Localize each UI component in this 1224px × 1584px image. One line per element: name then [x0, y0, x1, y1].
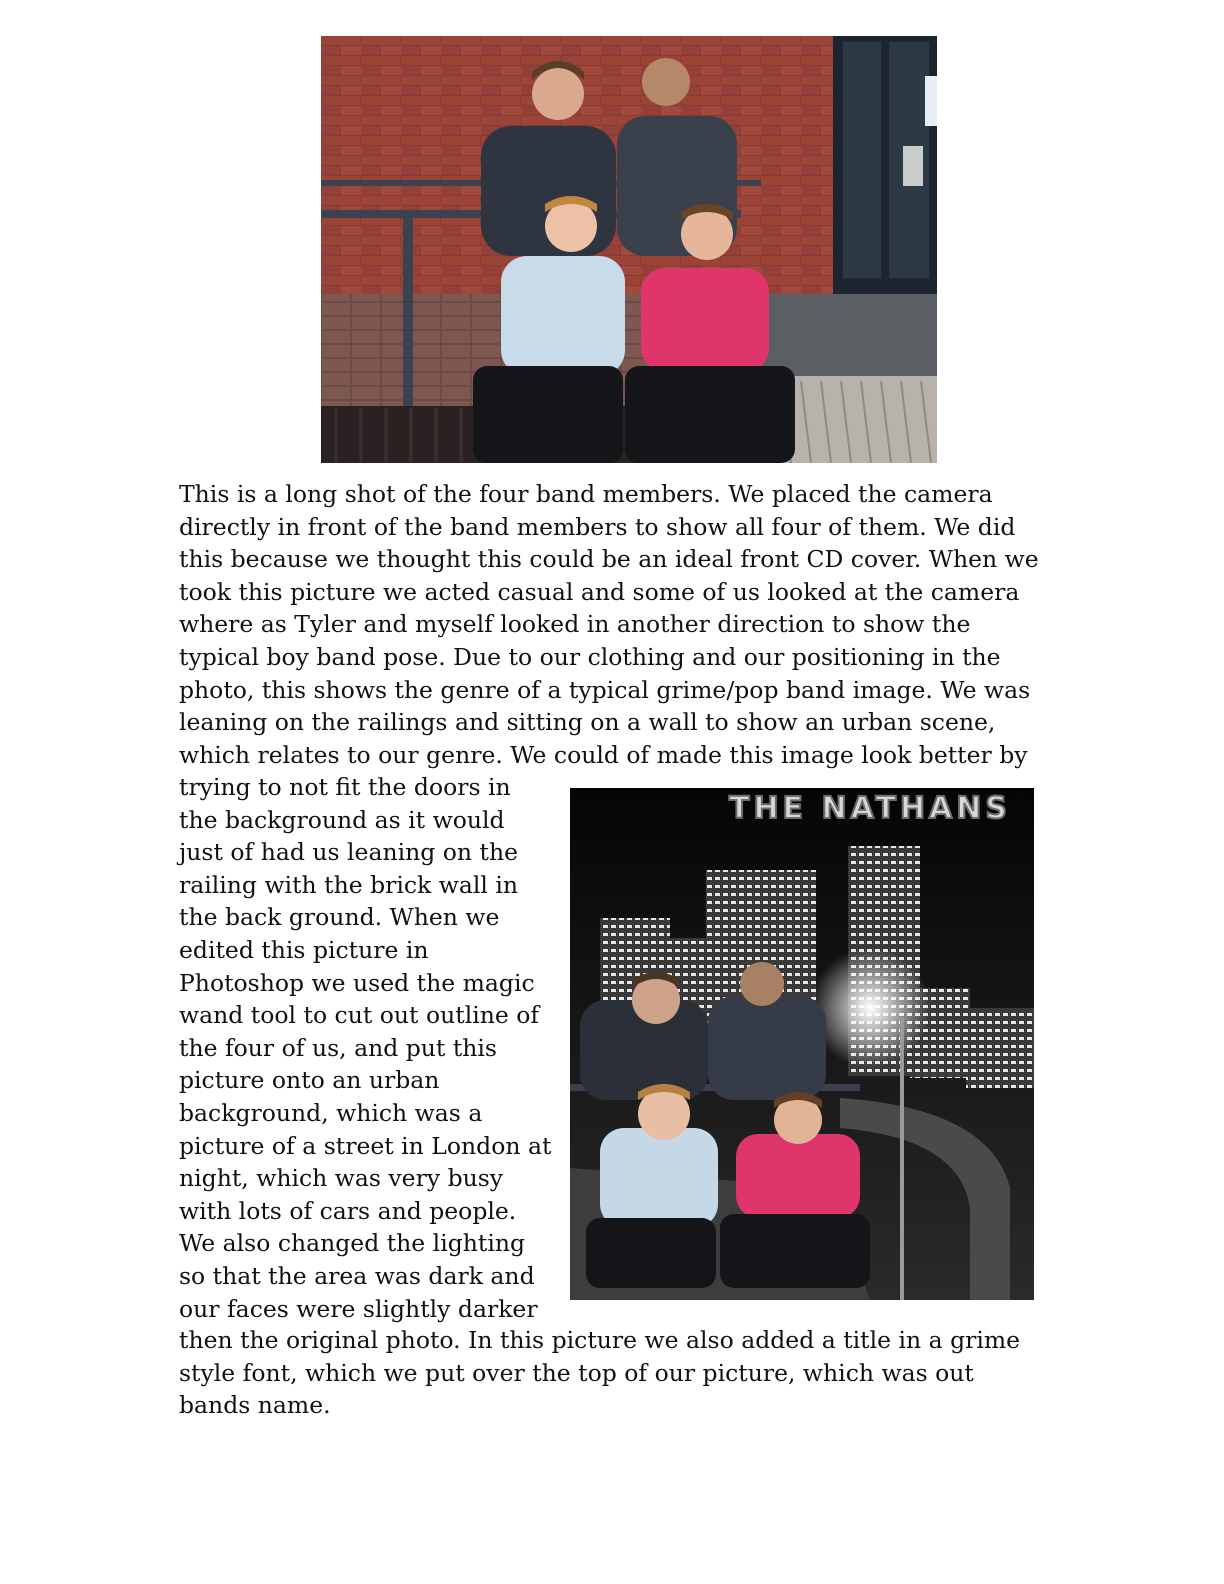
text-line: bands name.: [179, 1391, 331, 1420]
paragraph-top: [179, 478, 1039, 771]
text-line: took this picture we acted casual and some of us looked at the camera: [179, 577, 1020, 606]
paragraph-wrapped: [179, 771, 551, 1325]
text-line: so that the area was dark and: [179, 1261, 535, 1290]
text-line: just of had us leaning on the: [179, 838, 519, 867]
text-line: with lots of cars and people.: [179, 1196, 517, 1225]
text-line: photo, this shows the genre of a typical grime/pop band image. We was: [179, 675, 1031, 704]
text-line: background, which was a: [179, 1098, 483, 1127]
text-line: the four of us, and put this: [179, 1033, 497, 1062]
text-line: our faces were slightly darker: [179, 1294, 538, 1323]
graffiti-title: THE NATHANS: [728, 791, 1012, 826]
text-line: the background as it would: [179, 805, 505, 834]
band-photo-brick-wall: [321, 36, 937, 463]
text-line: which relates to our genre. We could of made this image look better by: [179, 740, 1028, 769]
text-line: We also changed the lighting: [179, 1229, 526, 1258]
text-line: wand tool to cut out outline of: [179, 1001, 540, 1030]
text-line: typical boy band pose. Due to our clothing and our positioning in the: [179, 642, 1001, 671]
text-line: style font, which we put over the top of our picture, which was out: [179, 1358, 974, 1387]
text-line: leaning on the railings and sitting on a wall to show an urban scene,: [179, 708, 996, 737]
text-line: directly in front of the band members to show all four of them. We did: [179, 512, 1016, 541]
text-line: edited this picture in: [179, 935, 429, 964]
text-line: railing with the brick wall in: [179, 870, 519, 899]
text-line: trying to not fit the doors in: [179, 773, 511, 801]
text-line: night, which was very busy: [179, 1164, 504, 1193]
text-line: This is a long shot of the four band members. We placed the camera: [179, 480, 993, 508]
text-line: then the original photo. In this picture we also added a title in a grime: [179, 1326, 1021, 1354]
text-line: this because we thought this could be an ideal front CD cover. When we: [179, 545, 1039, 574]
text-line: where as Tyler and myself looked in another direction to show the: [179, 610, 971, 639]
text-line: the back ground. When we: [179, 903, 500, 932]
text-line: picture onto an urban: [179, 1066, 440, 1095]
band-cover-night-city: [570, 788, 1034, 1300]
band-cover-night-city-image: [570, 788, 1034, 1300]
band-photo-brick-wall-image: [321, 36, 937, 463]
text-line: picture of a street in London at: [179, 1131, 552, 1160]
paragraph-bottom: [179, 1324, 1020, 1422]
text-line: Photoshop we used the magic: [179, 968, 535, 997]
